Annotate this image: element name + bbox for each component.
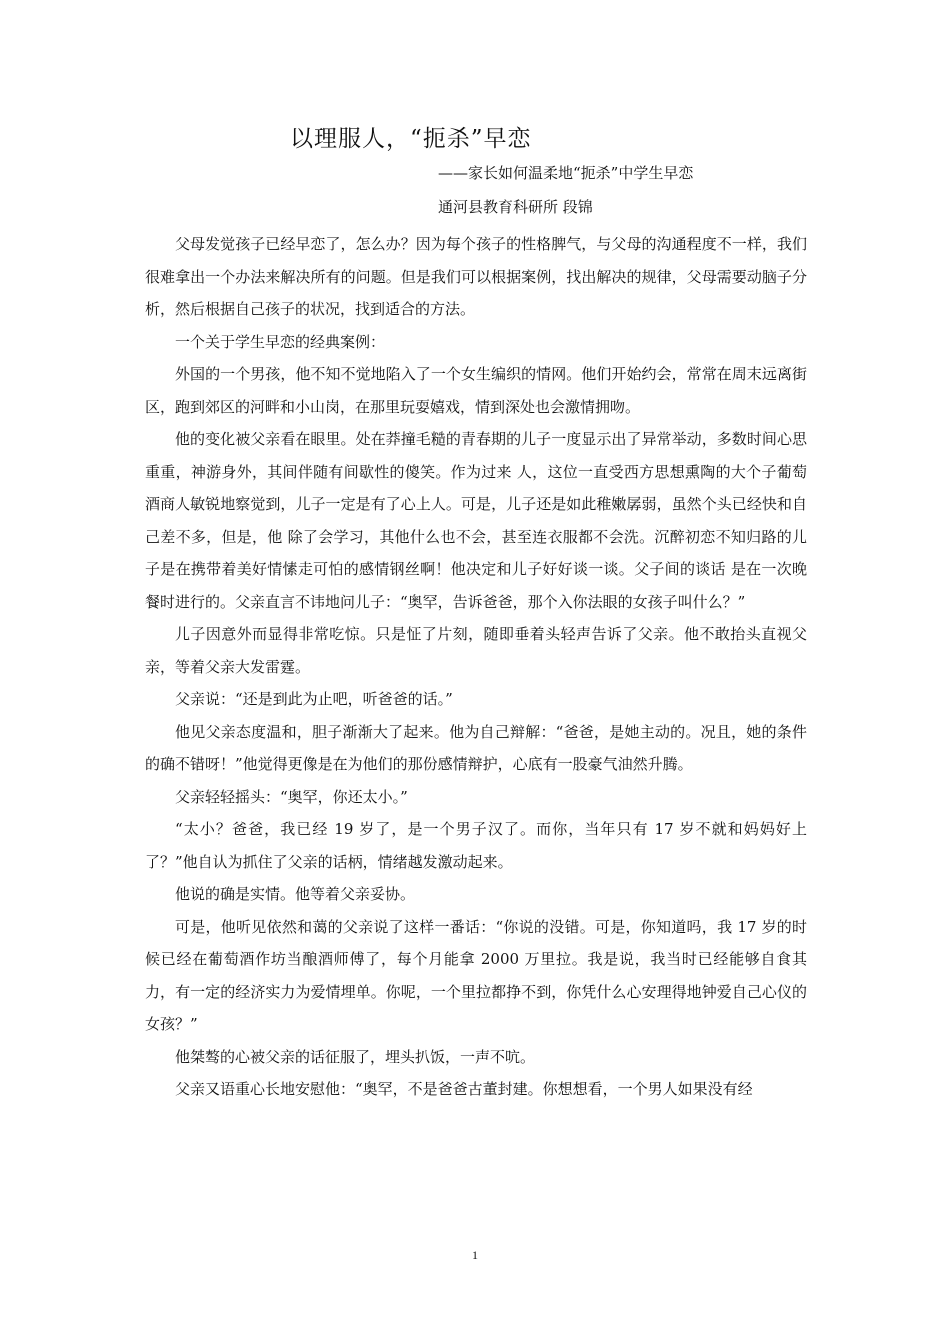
paragraph: 可是，他听见依然和蔼的父亲说了这样一番话：“你说的没错。可是，你知道吗，我 17 岁的时候已经在葡萄酒作坊当酿酒师傅了，每个月能拿 2000 万里拉。我是说，我当时已经能够自食其力，有一定的经济实力为爱情埋单。你呢，一个里拉都挣不到，你凭什么心安理得地钟爱自己心仪的女孩？” — [145, 917, 807, 1033]
document-body — [145, 228, 807, 1106]
paragraph: 他见父亲态度温和，胆子渐渐大了起来。他为自己辩解：“爸爸，是她主动的。况且，她的条件的确不错呀！”他觉得更像是在为他们的那份感情辩护，心底有一股豪气油然升腾。 — [145, 722, 807, 773]
paragraph: 他说的确是实情。他等着父亲妥协。 — [175, 885, 416, 903]
document-title: 以理服人，“扼杀”早恋 — [290, 126, 532, 152]
document-subtitle: ——家长如何温柔地“扼杀”中学生早恋 — [438, 164, 694, 182]
paragraph: 一个关于学生早恋的经典案例： — [175, 332, 386, 351]
paragraph: 他桀骜的心被父亲的话征服了，埋头扒饭，一声不吭。 — [175, 1047, 536, 1066]
paragraph: 儿子因意外而显得非常吃惊。只是怔了片刻，随即垂着头轻声告诉了父亲。他不敢抬头直视父亲，等着父亲大发雷霆。 — [145, 625, 807, 676]
document-author: 通河县教育科研所 段锦 — [438, 198, 593, 216]
paragraph: 父亲说：“还是到此为止吧，听爸爸的话。” — [175, 690, 453, 708]
paragraph: 他的变化被父亲看在眼里。处在莽撞毛糙的青春期的儿子一度显示出了异常举动，多数时间心思重重，神游身外，其间伴随有间歇性的傻笑。作为过来 人，这位一直受西方思想熏陶的大个子葡萄酒商人敏锐地察觉到，儿子一定是有了心上人。可是，儿子还是如此稚嫩孱弱，虽然个头已经快和自己差不多，但是，他 除了会学习，其他什么也不会，甚至连衣服都不会洗。沉醉初恋不知归路的儿子是在携带着美好情愫走可怕的感情钢丝啊！他决定和儿子好好谈一谈。父子间的谈话 是在一次晚餐时进行的。父亲直言不讳地问儿子：“奥罕，告诉爸爸，那个入你法眼的女孩子叫什么？” — [145, 430, 807, 611]
paragraph: 父母发觉孩子已经早恋了，怎么办？因为每个孩子的性格脾气，与父母的沟通程度不一样，我们很难拿出一个办法来解决所有的问题。但是我们可以根据案例，找出解决的规律，父母需要动脑子分析，然后根据自己孩子的状况，找到适合的方法。 — [145, 235, 807, 318]
paragraph: 父亲又语重心长地安慰他：“奥罕，不是爸爸古董封建。你想想看，一个男人如果没有经 — [175, 1080, 753, 1098]
paragraph: “太小？爸爸，我已经 19 岁了，是一个男子汉了。而你，当年只有 17 岁不就和妈妈好上了？”他自认为抓住了父亲的话柄，情绪越发激动起来。 — [145, 820, 807, 871]
page-number: 1 — [472, 1248, 478, 1262]
paragraph: 外国的一个男孩，他不知不觉地陷入了一个女生编织的情网。他们开始约会，常常在周末远离街区，跑到郊区的河畔和小山岗，在那里玩耍嬉戏，情到深处也会激情拥吻。 — [145, 365, 807, 416]
paragraph: 父亲轻轻摇头：“奥罕，你还太小。” — [175, 787, 408, 806]
